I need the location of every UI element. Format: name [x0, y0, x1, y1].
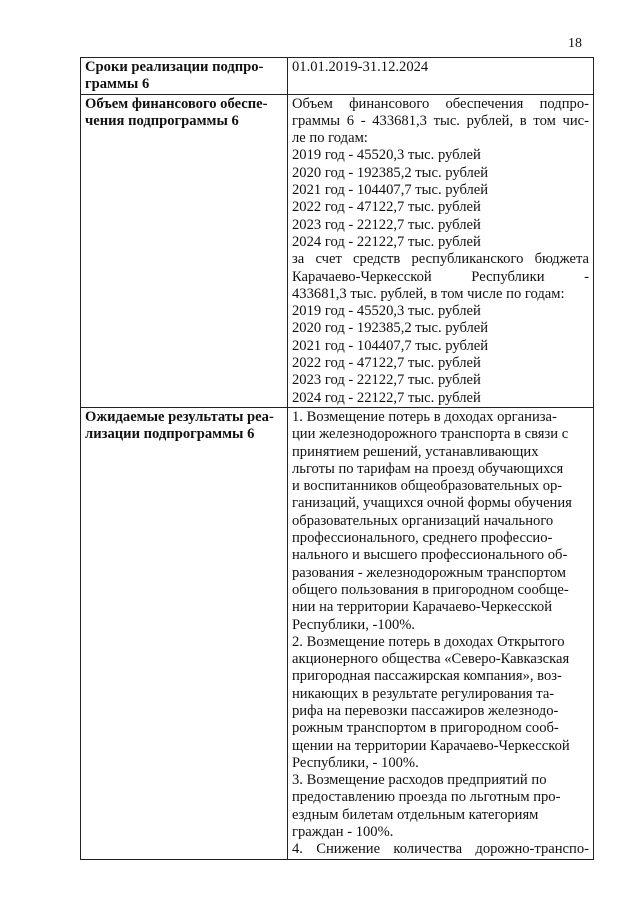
value-line: ле по годам:: [292, 130, 368, 147]
value-line: никающих в результате регулирования та-: [292, 685, 555, 702]
row-label-terms: [81, 58, 288, 95]
row-value-results: [288, 407, 594, 859]
page-number: 18: [568, 36, 582, 51]
value-line: пригородная пассажирская компания», воз-: [292, 668, 562, 685]
value-line: льготы по тарифам на проезд обучающихся: [292, 460, 564, 477]
value-line: щении на территории Карачаево-Черкесской: [292, 737, 570, 754]
value-line: Республики, - 100%.: [292, 754, 419, 771]
value-line: профессионального, среднего профессио-: [292, 530, 553, 547]
value-line: 2019 год - 45520,3 тыс. рублей: [292, 147, 481, 164]
label-line: лизации подпрограммы 6: [85, 426, 255, 443]
label-line: Объем финансового обеспе-: [85, 95, 268, 112]
value-line: Республики, -100%.: [292, 616, 416, 633]
value-line: 2022 год - 47122,7 тыс. рублей: [292, 199, 481, 216]
value-line: и воспитанников общеобразовательных ор-: [292, 478, 563, 495]
value-line: 2022 год - 47122,7 тыс. рублей: [292, 355, 481, 372]
value-line: 2. Возмещение потерь в доходах Открытого: [292, 633, 565, 650]
value-line: 433681,3 тыс. рублей, в том числе по годам:: [292, 285, 565, 302]
value-line: 01.01.2019-31.12.2024: [292, 59, 429, 75]
value-line: образовательных организаций начального: [292, 512, 554, 529]
value-line: акционерного общества «Северо-Кавказская: [292, 651, 570, 668]
value-line: рифа на перевозки пассажиров железнодо-: [292, 702, 559, 719]
value-line: ганизаций, учащихся очной формы обучения: [292, 495, 572, 512]
value-line: 2023 год - 22122,7 тыс. рублей: [292, 372, 481, 389]
value-line: граждан - 100%.: [292, 824, 394, 841]
value-line: 2021 год - 104407,7 тыс. рублей: [292, 337, 489, 354]
label-line: чения подпрограммы 6: [85, 112, 239, 129]
value-line: разования - железнодорожным транспортом: [292, 564, 566, 581]
value-line: 2021 год - 104407,7 тыс. рублей: [292, 182, 489, 199]
value-line: 1. Возмещение потерь в доходах организа-: [292, 408, 557, 425]
value-line: нального и высшего профессионального об-: [292, 547, 568, 564]
value-line: общего пользования в пригородном сообще-: [292, 581, 569, 598]
row-value-terms: [288, 58, 594, 95]
value-line: ездным билетам отдельным категориям: [292, 806, 539, 823]
value-line: 3. Возмещение расходов предприятий по: [292, 772, 547, 789]
value-line: 2019 год - 45520,3 тыс. рублей: [292, 303, 481, 320]
label-line: Ожидаемые результаты реа-: [85, 408, 274, 425]
value-line: нии на территории Карачаево-Черкесской: [292, 599, 553, 616]
table-row-financing: [81, 94, 594, 407]
value-line: 2024 год - 22122,7 тыс. рублей: [292, 389, 481, 406]
label-line: Сроки реализации подпро-: [85, 59, 264, 75]
value-line: 2020 год - 192385,2 тыс. рублей: [292, 164, 489, 181]
label-line: граммы 6: [85, 76, 150, 93]
subprogram-passport-table: [80, 57, 594, 860]
value-line: принятием решений, устанавливающих: [292, 443, 539, 460]
value-line: ции железнодорожного транспорта в связи с: [292, 426, 569, 443]
value-line: 4. Снижение количества дорожно-транспо-: [292, 841, 589, 858]
value-line: Карачаево-Черкесской Республики -: [292, 268, 589, 285]
value-line: 2023 год - 22122,7 тыс. рублей: [292, 216, 481, 233]
value-line: за счет средств республиканского бюджета: [292, 251, 589, 268]
value-line: Объем финансового обеспечения подпро-: [292, 95, 589, 112]
row-label-results: [81, 407, 288, 859]
table-row-results: [81, 407, 594, 859]
table-row-terms: [81, 58, 594, 95]
row-label-financing: [81, 94, 288, 407]
value-line: предоставлению проезда по льготным про-: [292, 789, 561, 806]
value-line: граммы 6 - 433681,3 тыс. рублей, в том чис-: [292, 112, 589, 129]
row-value-financing: [288, 94, 594, 407]
value-line: 2024 год - 22122,7 тыс. рублей: [292, 233, 481, 250]
value-line: 2020 год - 192385,2 тыс. рублей: [292, 320, 489, 337]
value-line: рожным транспортом в пригородном сооб-: [292, 720, 559, 737]
